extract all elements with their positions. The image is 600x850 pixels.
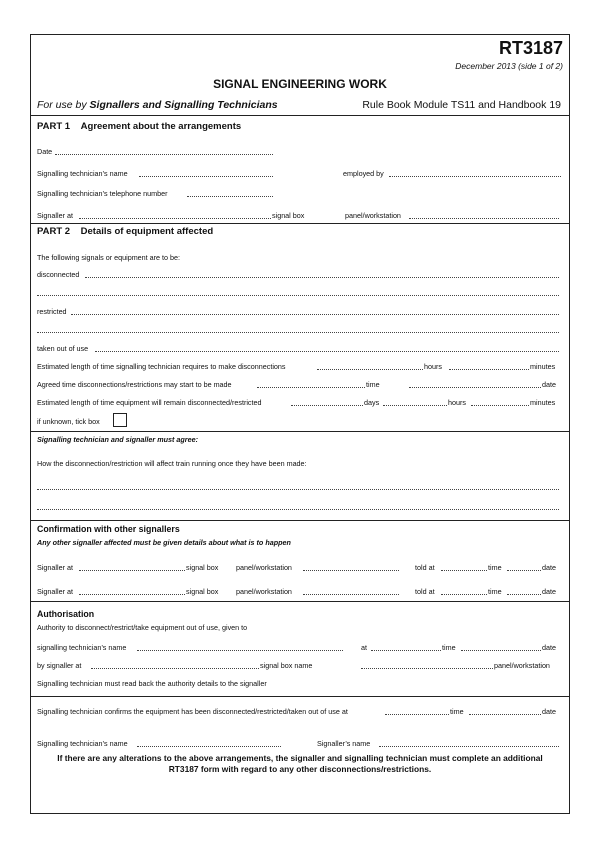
time-label: time (366, 380, 380, 389)
hours-label: hours (424, 362, 442, 371)
told-at-field-2[interactable] (441, 594, 487, 595)
agree-question: How the disconnection/restriction will affect train running once they have been made: (37, 459, 307, 468)
auth-tech-name-field[interactable] (137, 650, 343, 651)
date-label: date (542, 643, 556, 652)
auth-panel-field[interactable] (361, 668, 493, 669)
told-at-field[interactable] (441, 570, 487, 571)
est-remain-label: Estimated length of time equipment will remain disconnected/restricted (37, 398, 262, 407)
signal-box-name-label: signal box name (260, 661, 313, 670)
restricted-field-line2[interactable] (37, 332, 559, 333)
rule-book-reference: Rule Book Module TS11 and Handbook 19 (362, 99, 561, 111)
readback-instruction: Signalling technician must read back the authority details to the signaller (37, 679, 267, 688)
divider (31, 601, 569, 602)
auth-tech-name-label: signalling technician’s name (37, 643, 127, 652)
divider (31, 696, 569, 697)
time-label: time (450, 707, 464, 716)
final-tech-name-label: Signalling technician’s name (37, 739, 128, 748)
alterations-notice: If there are any alterations to the above arrangements, the signaller and signalling technician must complete an additional RT3187 form with regard to any other disconnections/restrictions. (57, 753, 543, 774)
confirm-panel-field[interactable] (303, 570, 399, 571)
disconnected-label: disconnected (37, 270, 80, 279)
panel-label: panel/workstation (236, 563, 292, 572)
told-date-field-2[interactable] (507, 594, 541, 595)
train-running-field-line2[interactable] (37, 509, 559, 510)
auth-date-field[interactable] (461, 650, 541, 651)
est-hours-field[interactable] (317, 369, 423, 370)
confirmation-heading: Confirmation with other signallers (37, 524, 180, 534)
time-label: time (488, 587, 502, 596)
date-label: date (542, 563, 556, 572)
date-label: date (542, 707, 556, 716)
for-use-line (37, 99, 278, 111)
signal-engineering-work-form (30, 34, 570, 814)
remain-days-field[interactable] (291, 405, 363, 406)
confirmation-subheading: Any other signaller affected must be given details about what is to happen (37, 538, 291, 547)
agreed-date-field[interactable] (409, 387, 541, 388)
panel-label: panel/workstation (236, 587, 292, 596)
signal-box-label: signal box (272, 211, 305, 220)
signal-box-label: signal box (186, 587, 219, 596)
divider (31, 520, 569, 521)
form-code: RT3187 (498, 38, 563, 58)
minutes-label: minutes (530, 398, 556, 407)
final-at-field[interactable] (385, 714, 449, 715)
disconnected-field-line2[interactable] (37, 295, 559, 296)
divider (31, 115, 569, 116)
by-signaller-label: by signaller at (37, 661, 82, 670)
minutes-label: minutes (530, 362, 556, 371)
by-signaller-field[interactable] (91, 668, 259, 669)
part1-title: Agreement about the arrangements (80, 121, 242, 132)
date-label: Date (37, 147, 53, 156)
form-title: SIGNAL ENGINEERING WORK (213, 77, 387, 91)
panel-label: panel/workstation (494, 661, 550, 670)
tech-phone-field[interactable] (187, 196, 273, 197)
divider (31, 431, 569, 432)
signaller-name-field[interactable] (379, 746, 559, 747)
confirm-signaller-at-label: Signaller at (37, 563, 73, 572)
disconnected-field[interactable] (85, 277, 559, 278)
part2-title: Details of equipment affected (80, 226, 214, 237)
date-label: date (542, 587, 556, 596)
for-use-users: Signallers and Signalling Technicians (89, 99, 278, 111)
days-label: days (364, 398, 380, 407)
signaller-at-label: Signaller at (37, 211, 73, 220)
for-use-prefix: For use by (37, 99, 90, 111)
tech-name-label: Signalling technician’s name (37, 169, 128, 178)
at-label: at (361, 643, 367, 652)
signaller-at-field[interactable] (79, 218, 271, 219)
equipment-intro: The following signals or equipment are to be: (37, 253, 181, 262)
authorisation-intro: Authority to disconnect/restrict/take equipment out of use, given to (37, 623, 248, 632)
restricted-field[interactable] (71, 314, 559, 315)
confirm-signaller-at-field[interactable] (79, 570, 185, 571)
panel-label: panel/workstation (345, 211, 401, 220)
authorisation-heading: Authorisation (37, 609, 95, 619)
remain-minutes-field[interactable] (471, 405, 529, 406)
agreed-time-label: Agreed time disconnections/restrictions may start to be made (37, 380, 232, 389)
confirm-signaller-at-field-2[interactable] (79, 594, 185, 595)
time-label: time (488, 563, 502, 572)
told-at-label: told at (415, 587, 435, 596)
part2-heading (37, 226, 213, 237)
signaller-name-label: Signaller’s name (317, 739, 371, 748)
est-minutes-field[interactable] (449, 369, 529, 370)
final-tech-name-field[interactable] (137, 746, 281, 747)
agreed-time-field[interactable] (257, 387, 365, 388)
employed-by-label: employed by (343, 169, 384, 178)
time-label: time (442, 643, 456, 652)
auth-at-field[interactable] (371, 650, 441, 651)
hours-label: hours (448, 398, 466, 407)
date-label: date (542, 380, 556, 389)
restricted-label: restricted (37, 307, 67, 316)
confirm-signaller-at-label: Signaller at (37, 587, 73, 596)
unknown-label: if unknown, tick box (37, 417, 100, 426)
divider (31, 223, 569, 224)
final-confirm-label: Signalling technician confirms the equipment has been disconnected/restricted/taken out of use at (37, 707, 348, 716)
confirm-panel-field-2[interactable] (303, 594, 399, 595)
signal-box-label: signal box (186, 563, 219, 572)
final-date-field[interactable] (469, 714, 541, 715)
part1-heading (37, 121, 241, 132)
remain-hours-field[interactable] (383, 405, 447, 406)
employed-by-field[interactable] (389, 176, 561, 177)
form-date-side: December 2013 (side 1 of 2) (455, 61, 563, 71)
train-running-field[interactable] (37, 489, 559, 490)
unknown-checkbox[interactable] (113, 413, 127, 427)
told-date-field[interactable] (507, 570, 541, 571)
est-time-label: Estimated length of time signalling technician requires to make disconnections (37, 362, 286, 371)
agree-heading: Signalling technician and signaller must agree: (37, 435, 198, 444)
taken-out-label: taken out of use (37, 344, 89, 353)
date-field[interactable] (55, 154, 273, 155)
panel-field[interactable] (409, 218, 559, 219)
tech-phone-label: Signalling technician’s telephone number (37, 189, 168, 198)
told-at-label: told at (415, 563, 435, 572)
tech-name-field[interactable] (139, 176, 273, 177)
part2-number: PART 2 (37, 226, 71, 237)
taken-out-field[interactable] (95, 351, 559, 352)
part1-number: PART 1 (37, 121, 71, 132)
